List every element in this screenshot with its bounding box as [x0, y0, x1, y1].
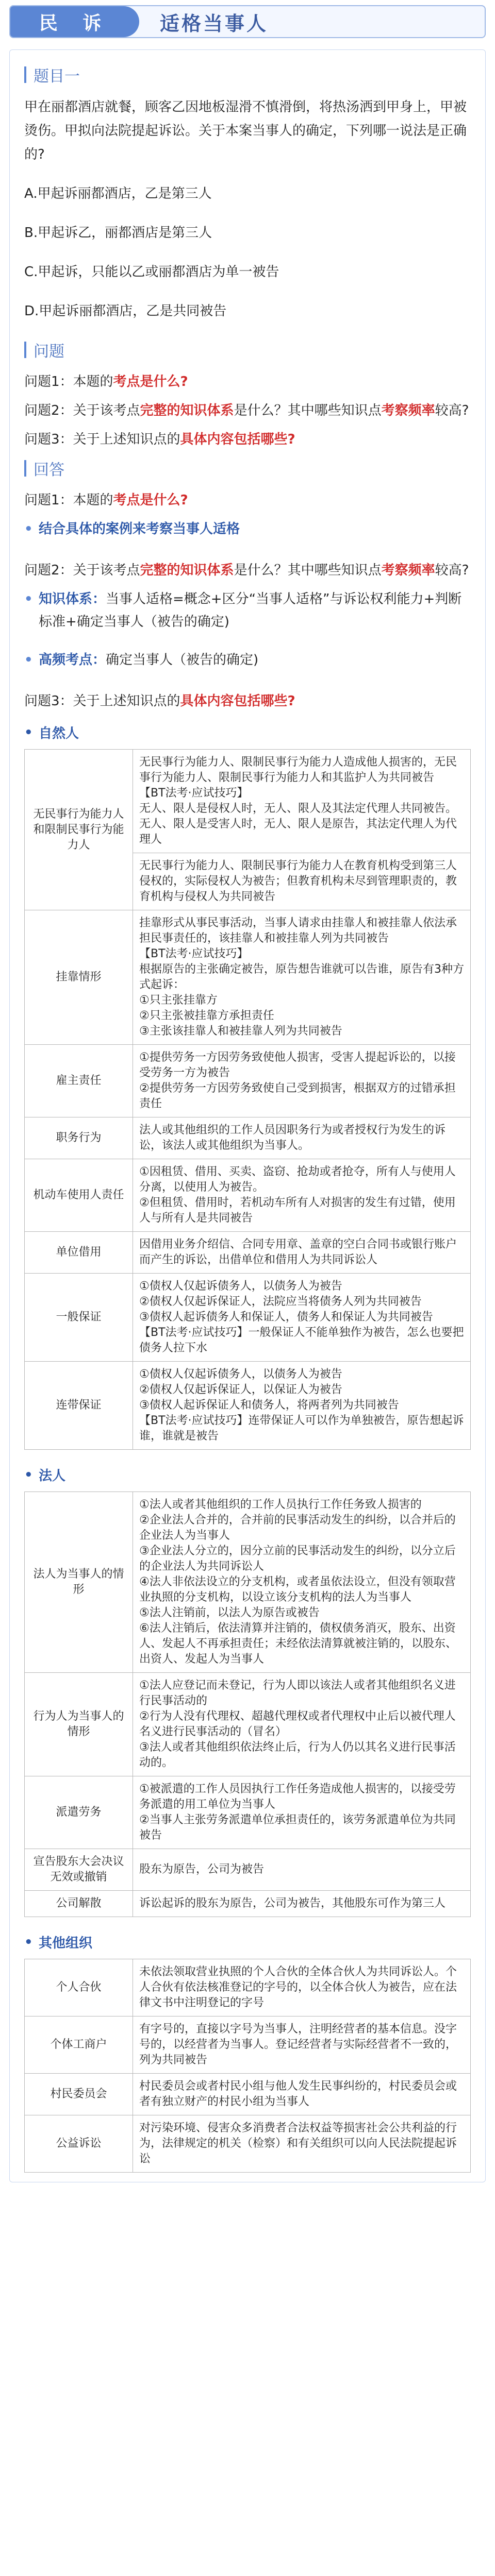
row-value-line: ②但租赁、借用时，若机动车所有人对损害的发生有过错，使用人与所有人是共同被告: [139, 1196, 456, 1225]
row-value: [133, 1045, 471, 1117]
row-value-line: 有字号的，直接以字号为当事人，注明经营者的基本信息。没字号的，以经营者为当事人。登记经营者与实际经营者不一致的，列为共同被告: [139, 2023, 457, 2066]
answer-2: [24, 588, 471, 633]
row-key: 公益诉讼: [25, 2115, 133, 2173]
row-value-line: 无民事行为能力人、限制民事行为能力人在教育机构受到第三人侵权的，实际侵权人为被告；但教育机构未尽到管理职责的，教育机构与侵权人为共同被告: [139, 859, 457, 903]
q2-text-post: 较高?: [435, 403, 469, 418]
row-value-line: ①提供劳务一方因劳务致使他人损害，受害人提起诉讼的，以接受劳务一方为被告: [139, 1051, 456, 1079]
row-value-line: 因借用业务介绍信、合同专用章、盖章的空白合同书或银行账户而产生的诉讼，出借单位和借用人为共同诉讼人: [139, 1238, 457, 1266]
row-key: 一般保证: [25, 1274, 133, 1362]
row-value-line: 【BT法考·应试技巧】: [139, 787, 249, 800]
row-value-line: ①被派遣的工作人员因执行工作任务造成他人损害的，以接受劳务派遣的用工单位为当事人: [139, 1783, 456, 1811]
row-key: 宣告股东大会决议无效或撤销: [25, 1849, 133, 1891]
section-label: 回答: [34, 461, 64, 479]
table-row: [25, 1673, 471, 1776]
natural-person-table: [24, 749, 471, 1450]
row-value: [133, 1362, 471, 1450]
natural-heading-text: 自然人: [39, 726, 79, 741]
q3-highlight: 具体内容包括哪些?: [180, 432, 295, 447]
row-value-line: ①法人应登记而未登记，行为人即以该法人或者其他组织名义进行民事活动的: [139, 1679, 456, 1707]
row-value-line: 无人、限人是侵权人时，无人、限人及其法定代理人共同被告。: [139, 802, 457, 815]
bullet-icon: •: [24, 591, 33, 607]
row-value-line: ②债权人仅起诉保证人，以保证人为被告: [139, 1383, 342, 1396]
row-value: [133, 2016, 471, 2074]
option-a[interactable]: A.甲起诉丽都酒店，乙是第三人: [24, 186, 212, 201]
natural-person-heading: [24, 723, 471, 742]
answer-2-label: 知识体系：: [39, 591, 106, 607]
row-key: 村民委员会: [25, 2074, 133, 2115]
row-value: [133, 1492, 471, 1673]
row-value: [133, 1673, 471, 1776]
row-value-line: ⑥法人注销后，依法清算并注销的，债权债务消灭，股东、出资人、发起人不再承担责任；未经依法清算就被注销的，以股东、出资人、发起人为当事人: [139, 1622, 457, 1666]
row-value-line: ②只主张被挂靠方承担责任: [139, 1009, 274, 1022]
bullet-icon: •: [24, 724, 33, 740]
row-value: [133, 910, 471, 1045]
row-value-line: ③法人或者其他组织依法终止后，行为人仍以其名义进行民事活动的。: [139, 1741, 456, 1769]
wenti-q3: [24, 428, 471, 451]
row-key: 单位借用: [25, 1232, 133, 1274]
q2-text: 问题2：关于该考点: [24, 563, 140, 578]
row-value-line: ①债权人仅起诉债务人，以债务人为被告: [139, 1280, 342, 1293]
table-row: [25, 910, 471, 1045]
row-value-line: 股东为原告，公司为被告: [139, 1863, 265, 1876]
table-row: [25, 750, 471, 853]
row-value-line: ①只主张挂靠方: [139, 994, 218, 1007]
table-row: [25, 1045, 471, 1117]
row-value: [133, 750, 471, 853]
answer-1-text: 结合具体的案例来考察当事人适格: [39, 521, 240, 537]
answer-1: [24, 518, 471, 540]
row-value-line: 无人、限人是受害人时，无人、限人是原告，其法定代理人为代理人: [139, 818, 457, 846]
row-key: 挂靠情形: [25, 910, 133, 1045]
section-wenti: [24, 338, 471, 361]
row-value-line: 诉讼起诉的股东为原告，公司为被告，其他股东可作为第三人: [139, 1897, 446, 1910]
row-value-line: 未依法领取营业执照的个人合伙的全体合伙人为共同诉讼人。个人合伙有依法核准登记的字号的，以全体合伙人为被告，应在法律文书中注明登记的字号: [139, 1965, 457, 2009]
q2-highlight-2: 考察频率: [381, 403, 435, 418]
row-value-line: ①债权人仅起诉债务人，以债务人为被告: [139, 1368, 342, 1381]
answer-2b-label: 高频考点：: [39, 652, 106, 668]
row-value: [133, 1159, 471, 1232]
answer-2b-text: 确定当事人（被告的确定): [106, 652, 259, 668]
table-row: [25, 1959, 471, 2016]
q2-text-post: 较高?: [435, 563, 469, 578]
row-value-line: 【BT法考·应试技巧】一般保证人不能单独作为被告，怎么也要把债务人拉下水: [139, 1326, 464, 1354]
q2-text: 问题2：关于该考点: [24, 403, 140, 418]
row-value: [133, 1959, 471, 2016]
other-org-heading: [24, 1933, 471, 1952]
row-value-line: 对污染环境、侵害众多消费者合法权益等损害社会公共利益的行为，法律规定的机关（检察）和有关组织可以向人民法院提起诉讼: [139, 2122, 457, 2165]
q2-highlight-2: 考察频率: [381, 563, 435, 578]
row-value-line: ②企业法人合并的，合并前的民事活动发生的纠纷，以合并后的企业法人为当事人: [139, 1514, 456, 1542]
table-row: [25, 1849, 471, 1891]
q1-text: 问题1：本题的: [24, 493, 113, 508]
row-key: 个人合伙: [25, 1959, 133, 2016]
row-value-line: ⑤法人注销前，以法人为原告或被告: [139, 1606, 320, 1619]
table-row: [25, 1891, 471, 1917]
row-value: [133, 1117, 471, 1159]
row-key: 雇主责任: [25, 1045, 133, 1117]
row-value-line: ①法人或者其他组织的工作人员执行工作任务致人损害的: [139, 1498, 422, 1511]
table-row: [25, 2074, 471, 2115]
row-value-line: ②行为人没有代理权、超越代理权或者代理权中止后以被代理人名义进行民事活动的（冒名）: [139, 1710, 456, 1738]
row-value-line: 无民事行为能力人、限制民事行为能力人造成他人损害的，无民事行为能力人、限制民事行为能力人和其监护人为共同被告: [139, 756, 457, 784]
bullet-icon: •: [24, 521, 33, 537]
row-key: 机动车使用人责任: [25, 1159, 133, 1232]
q2-highlight: 完整的知识体系: [140, 563, 234, 578]
section-label: 题目一: [34, 67, 80, 86]
section-huida: [24, 457, 471, 480]
q1-highlight: 考点是什么?: [113, 493, 188, 508]
q3-text: 问题3：关于上述知识点的: [24, 693, 180, 709]
row-value-line: ④法人非依法设立的分支机构，或者虽依法设立，但没有领取营业执照的分支机构，以设立该分支机构的法人为当事人: [139, 1575, 456, 1604]
table-row: [25, 1159, 471, 1232]
huida-q1: [24, 489, 471, 512]
row-value-line: 根据原告的主张确定被告，原告想告谁就可以告谁，原告有3种方式起诉：: [139, 963, 464, 991]
table-row: [25, 1117, 471, 1159]
q3-highlight: 具体内容包括哪些?: [180, 693, 295, 709]
row-value: [133, 1274, 471, 1362]
row-value-line: 法人或其他组织的工作人员因职务行为或者授权行为发生的诉讼，该法人或其他组织为当事人。: [139, 1124, 446, 1152]
wenti-q1: [24, 370, 471, 393]
row-value: [133, 2074, 471, 2115]
row-value: [133, 1891, 471, 1917]
bullet-icon: •: [24, 1934, 33, 1950]
row-value: [133, 2115, 471, 2173]
section-bar: [24, 342, 26, 358]
row-key: 公司解散: [25, 1891, 133, 1917]
row-value-line: 【BT法考·应试技巧】连带保证人可以作为单独被告，原告想起诉谁，谁就是被告: [139, 1414, 464, 1443]
answer-2-text: 当事人适格=概念+区分“当事人适格”与诉讼权利能力+判断标准+确定当事人（被告的确定): [39, 591, 462, 630]
row-key: 个体工商户: [25, 2016, 133, 2074]
row-key: 职务行为: [25, 1117, 133, 1159]
q2-text-mid: 是什么？其中哪些知识点: [234, 563, 382, 578]
q2-highlight: 完整的知识体系: [140, 403, 234, 418]
row-value-line: ②债权人仅起诉保证人，法院应当将债务人列为共同被告: [139, 1295, 422, 1308]
option-b[interactable]: B.甲起诉乙，丽都酒店是第三人: [24, 225, 212, 241]
q2-text-mid: 是什么？其中哪些知识点: [234, 403, 382, 418]
row-value-line: 挂靠形式从事民事活动，当事人请求由挂靠人和被挂靠人依法承担民事责任的，该挂靠人和被挂靠人列为共同被告: [139, 917, 457, 945]
table-row: [25, 2115, 471, 2173]
row-value-line: 村民委员会或者村民小组与他人发生民事纠纷的，村民委员会或者有独立财产的村民小组为当事人: [139, 2080, 457, 2108]
other-org-table: [24, 1959, 471, 2173]
option-c[interactable]: C.甲起诉，只能以乙或丽都酒店为单一被告: [24, 264, 279, 280]
page-title: 适格当事人: [160, 12, 269, 35]
option-d[interactable]: D.甲起诉丽都酒店，乙是共同被告: [24, 303, 227, 319]
legal-person-table: [24, 1492, 471, 1917]
row-value-line: ②当事人主张劳务派遣单位承担责任的，该劳务派遣单位为共同被告: [139, 1814, 456, 1842]
table-row: [25, 2016, 471, 2074]
row-value-line: ③债权人起诉保证人和债务人，将两者列为共同被告: [139, 1399, 399, 1412]
row-value-line: ③债权人起诉债务人和保证人，债务人和保证人为共同被告: [139, 1311, 433, 1324]
section-bar: [24, 66, 26, 83]
row-value: [133, 853, 471, 910]
row-key: 派遣劳务: [25, 1776, 133, 1849]
q3-text: 问题3：关于上述知识点的: [24, 432, 180, 447]
q1-text: 问题1：本题的: [24, 374, 113, 389]
section-question: [24, 63, 471, 86]
q1-highlight: 考点是什么?: [113, 374, 188, 389]
table-row: [25, 1362, 471, 1450]
row-value: [133, 1232, 471, 1274]
table-row: [25, 1776, 471, 1849]
legal-heading-text: 法人: [39, 1468, 66, 1484]
question-stem: 甲在丽都酒店就餐，顾客乙因地板湿滑不慎滑倒，将热汤洒到甲身上，甲被烫伤。甲拟向法院提起诉讼。关于本案当事人的确定，下列哪一说法是正确的?: [24, 99, 467, 162]
huida-q2: [24, 559, 471, 582]
section-label: 问题: [34, 343, 64, 361]
section-bar: [24, 460, 26, 477]
legal-person-heading: [24, 1465, 471, 1484]
row-key: 无民事行为能力人和限制民事行为能力人: [25, 750, 133, 910]
row-key: 法人为当事人的情形: [25, 1492, 133, 1673]
table-row: [25, 1492, 471, 1673]
row-value-line: ②提供劳务一方因劳务致使自己受到损害，根据双方的过错承担责任: [139, 1082, 456, 1110]
subject-tag: 民 诉: [10, 6, 139, 37]
bullet-icon: •: [24, 652, 33, 668]
page-header: [9, 5, 486, 38]
row-value-line: 【BT法考·应试技巧】: [139, 947, 249, 960]
row-value-line: ③主张该挂靠人和被挂靠人列为共同被告: [139, 1025, 342, 1038]
row-value: [133, 1849, 471, 1891]
wenti-q2: [24, 399, 471, 422]
row-value-line: ③企业法人分立的，因分立前的民事活动发生的纠纷，以分立后的企业法人为共同诉讼人: [139, 1545, 456, 1573]
row-value: [133, 1776, 471, 1849]
row-key: 行为人为当事人的情形: [25, 1673, 133, 1776]
content-card: [9, 49, 486, 2182]
row-value-line: ①因租赁、借用、买卖、盗窃、抢劫或者抢夺，所有人与使用人分离，以使用人为被告。: [139, 1165, 456, 1194]
other-heading-text: 其他组织: [39, 1936, 93, 1951]
huida-q3: [24, 690, 471, 713]
bullet-icon: •: [24, 1467, 33, 1483]
row-key: 连带保证: [25, 1362, 133, 1450]
table-row: [25, 1274, 471, 1362]
table-row: [25, 1232, 471, 1274]
answer-2b: [24, 649, 471, 671]
